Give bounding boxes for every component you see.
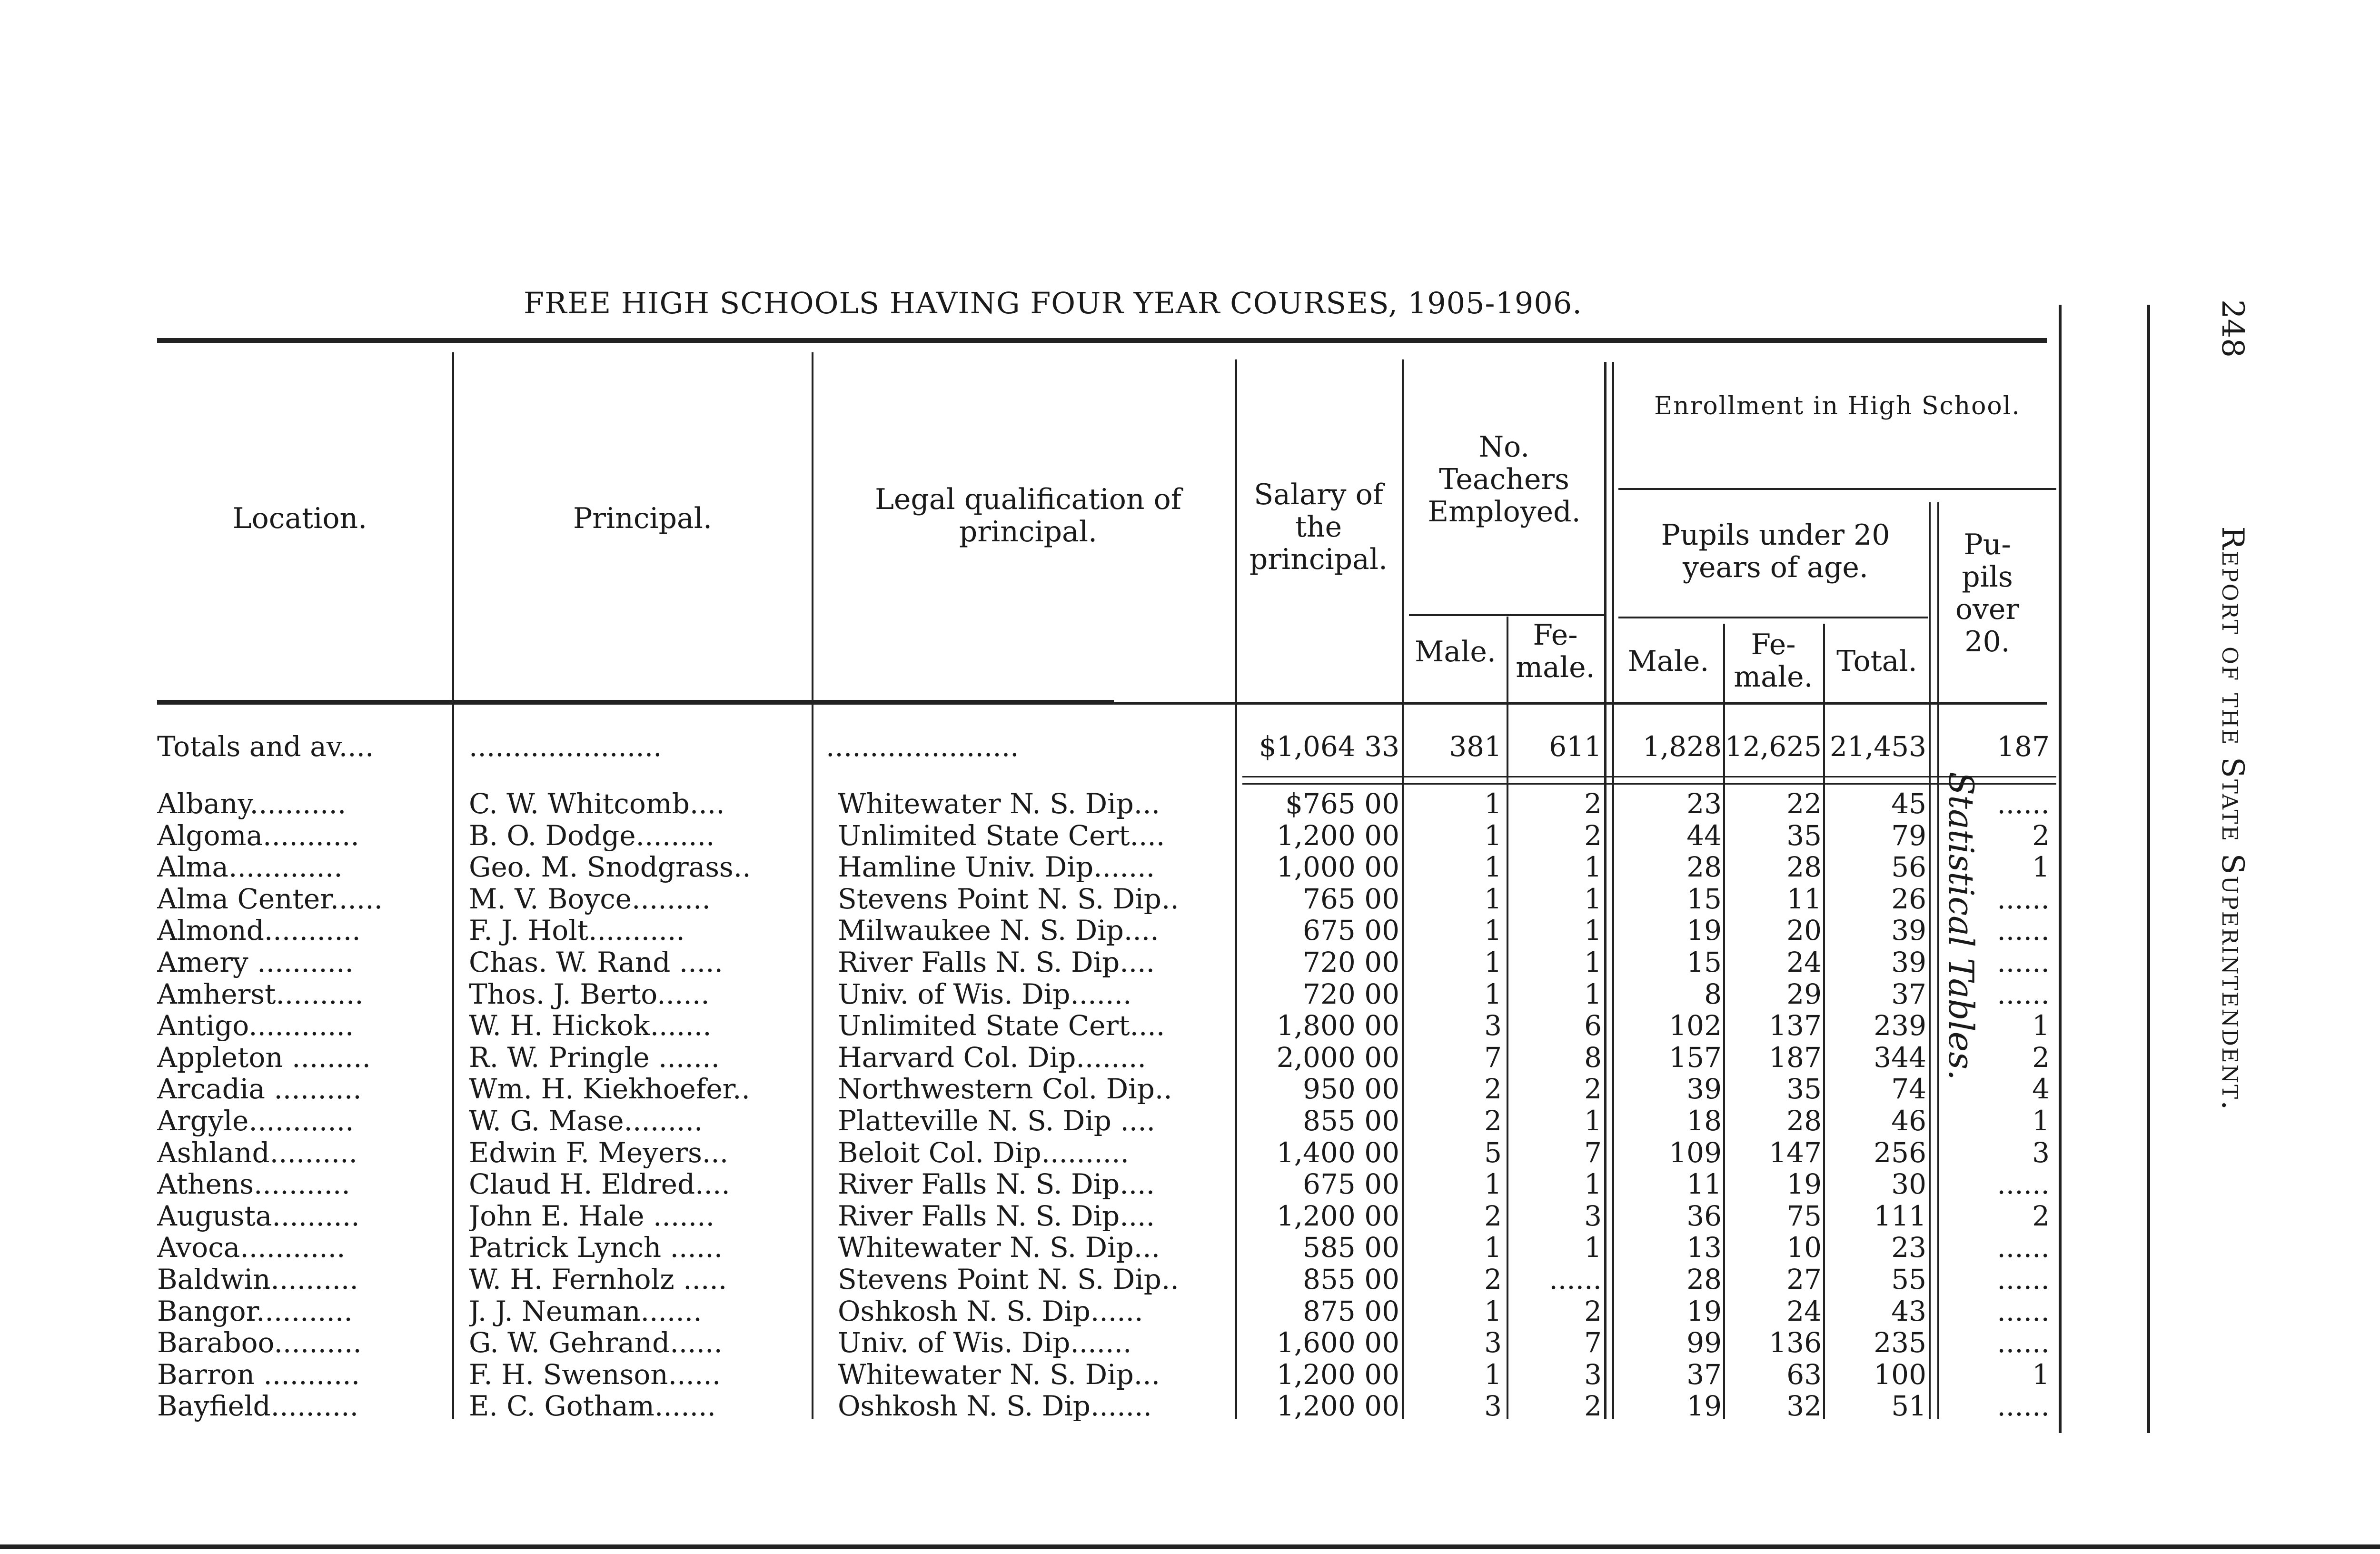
cell-location: Almond........... [157,915,361,946]
cell-salary: 675 00 [1303,1168,1399,1200]
cell-qualification: Unlimited State Cert.... [838,819,1165,851]
cell-pupils-male: 39 [1686,1073,1722,1105]
cell-teachers-female: 1 [1584,1232,1602,1264]
cell-salary: 2,000 00 [1276,1041,1399,1073]
cell-qualification: River Falls N. S. Dip.... [838,1168,1155,1200]
header-rule [157,700,1114,702]
table-row [0,1168,2094,1200]
totals-row [0,731,2094,762]
cell-pupils-total: 46 [1891,1105,1926,1136]
cell-qualification: Whitewater N. S. Dip... [838,1232,1160,1264]
cell-location: Augusta.......... [157,1200,360,1232]
cell-teachers-male: 1 [1484,883,1502,915]
cell-pupils-female: 63 [1786,1358,1822,1390]
cell-pupils-female: 27 [1786,1264,1822,1295]
cell-location: Argyle............ [157,1105,354,1136]
cell-teachers-female: 1 [1584,946,1602,978]
cell-over-20: 1 [2032,851,2050,883]
totals-salary: $1,064 33 [1259,731,1399,762]
cell-teachers-male: 1 [1484,819,1502,851]
cell-pupils-female: 29 [1786,978,1822,1010]
cell-principal: F. J. Holt........... [469,915,685,946]
totals-principal: ...................... [469,731,662,762]
section-heading: Statistical Tables. [1941,771,1981,1081]
header-pupils-under-20: Pupils under 20 years of age. [1661,518,1890,584]
cell-pupils-female: 20 [1786,915,1822,946]
table-title: FREE HIGH SCHOOLS HAVING FOUR YEAR COURSES, 1905-1906. [524,286,1582,320]
cell-pupils-female: 19 [1786,1168,1822,1200]
cell-location: Athens........... [157,1168,350,1200]
header-pupils-total: Total. [1836,645,1917,678]
cell-pupils-male: 23 [1686,788,1722,819]
page-number: 248 [2215,299,2250,358]
header-qualification: Legal qualification of principal. [875,483,1181,548]
cell-pupils-total: 56 [1891,851,1926,883]
table-row [0,1295,2094,1327]
cell-pupils-total: 55 [1891,1264,1926,1295]
cell-salary: 585 00 [1303,1232,1399,1264]
cell-principal: E. C. Gotham....... [469,1390,716,1422]
cell-qualification: Stevens Point N. S. Dip.. [838,1264,1179,1295]
totals-pupils-male: 1,828 [1642,731,1722,762]
cell-pupils-female: 136 [1769,1327,1822,1359]
table-row [0,883,2094,915]
totals-over-20: 187 [1997,731,2050,762]
cell-pupils-male: 15 [1686,883,1722,915]
cell-over-20: 2 [2032,1200,2050,1232]
cell-pupils-female: 22 [1786,788,1822,819]
totals-rule [1242,783,2056,785]
cell-location: Amherst.......... [157,978,364,1010]
table-row [0,1137,2094,1168]
header-teachers-male: Male. [1415,635,1496,668]
header-pupils-female: Fe-male. [1734,628,1813,694]
cell-over-20: 4 [2032,1073,2050,1105]
cell-qualification: Whitewater N. S. Dip... [838,1358,1160,1390]
cell-teachers-female: 2 [1584,819,1602,851]
cell-over-20: ...... [1997,883,2050,915]
cell-location: Baldwin.......... [157,1264,358,1295]
cell-location: Barron ........... [157,1358,360,1390]
cell-pupils-female: 10 [1786,1232,1822,1264]
cell-salary: 720 00 [1303,978,1399,1010]
cell-over-20: ...... [1997,915,2050,946]
table-row [0,946,2094,978]
header-bottom-rule [157,702,2047,705]
cell-pupils-female: 11 [1786,883,1822,915]
cell-teachers-female: 2 [1584,1390,1602,1422]
cell-teachers-female: 1 [1584,1105,1602,1136]
table-row [0,1327,2094,1358]
cell-salary: 855 00 [1303,1264,1399,1295]
cell-teachers-female: 7 [1584,1327,1602,1359]
cell-principal: R. W. Pringle ....... [469,1041,720,1073]
cell-location: Avoca............ [157,1232,346,1264]
cell-salary: 675 00 [1303,915,1399,946]
cell-teachers-female: 1 [1584,851,1602,883]
cell-principal: M. V. Boyce......... [469,883,711,915]
cell-pupils-male: 37 [1686,1358,1722,1390]
cell-salary: 875 00 [1303,1295,1399,1327]
cell-pupils-total: 74 [1891,1073,1926,1105]
teachers-sub-rule [1409,614,1604,616]
cell-over-20: ...... [1997,788,2050,819]
header-salary: Salary of the principal. [1249,478,1388,576]
cell-pupils-total: 26 [1891,883,1926,915]
cell-location: Ashland.......... [157,1136,357,1168]
cell-teachers-female: 1 [1584,915,1602,946]
cell-teachers-male: 5 [1484,1136,1502,1168]
cell-over-20: 1 [2032,1105,2050,1136]
pupils-sub-rule [1618,617,1928,618]
cell-pupils-total: 37 [1891,978,1926,1010]
cell-pupils-total: 79 [1891,819,1926,851]
table-row [0,1042,2094,1073]
cell-teachers-female: 8 [1584,1041,1602,1073]
cell-pupils-total: 39 [1891,946,1926,978]
totals-teachers-female: 611 [1549,731,1602,762]
cell-pupils-total: 43 [1891,1295,1926,1327]
cell-pupils-male: 11 [1686,1168,1722,1200]
table-row [0,978,2094,1010]
cell-teachers-female: 2 [1584,1073,1602,1105]
cell-location: Arcadia .......... [157,1073,362,1105]
cell-pupils-total: 23 [1891,1232,1926,1264]
cell-pupils-female: 187 [1769,1041,1822,1073]
cell-pupils-total: 100 [1874,1358,1926,1390]
header-teachers-female: Fe-male. [1516,618,1595,684]
table-row [0,1073,2094,1105]
cell-over-20: ...... [1997,1264,2050,1295]
cell-pupils-female: 35 [1786,819,1822,851]
cell-teachers-female: 1 [1584,1168,1602,1200]
cell-pupils-total: 239 [1874,1010,1926,1042]
cell-pupils-female: 147 [1769,1136,1822,1168]
table-row [0,1359,2094,1390]
cell-pupils-male: 157 [1669,1041,1722,1073]
cell-pupils-total: 344 [1874,1041,1926,1073]
cell-qualification: Oshkosh N. S. Dip....... [838,1390,1152,1422]
cell-pupils-male: 28 [1686,1264,1722,1295]
cell-pupils-male: 109 [1669,1136,1722,1168]
table-row [0,915,2094,946]
cell-pupils-total: 45 [1891,788,1926,819]
cell-pupils-female: 75 [1786,1200,1822,1232]
cell-principal: B. O. Dodge......... [469,819,715,851]
cell-salary: 720 00 [1303,946,1399,978]
table-row [0,851,2094,883]
table-row [0,1200,2094,1232]
cell-teachers-male: 3 [1484,1327,1502,1359]
header-pupils-male: Male. [1627,645,1709,678]
header-enrollment: Enrollment in High School. [1654,392,2021,420]
cell-principal: W. H. Fernholz ..... [469,1264,727,1295]
cell-salary: 1,200 00 [1276,819,1399,851]
cell-teachers-male: 1 [1484,915,1502,946]
cell-location: Bayfield.......... [157,1390,359,1422]
cell-location: Amery ........... [157,946,354,978]
cell-qualification: Oshkosh N. S. Dip...... [838,1295,1143,1327]
cell-pupils-male: 36 [1686,1200,1722,1232]
cell-principal: J. J. Neuman....... [469,1295,702,1327]
cell-location: Appleton ......... [157,1041,371,1073]
cell-principal: Patrick Lynch ...... [469,1232,723,1264]
cell-salary: 1,200 00 [1276,1390,1399,1422]
cell-over-20: 2 [2032,1041,2050,1073]
cell-teachers-female: 7 [1584,1136,1602,1168]
cell-salary: $765 00 [1285,788,1399,819]
table-row [0,1232,2094,1263]
cell-over-20: ...... [1997,1295,2050,1327]
cell-qualification: Unlimited State Cert.... [838,1010,1165,1042]
cell-qualification: River Falls N. S. Dip.... [838,1200,1155,1232]
totals-rule [1242,776,2056,777]
cell-teachers-female: 6 [1584,1010,1602,1042]
cell-qualification: Beloit Col. Dip.......... [838,1136,1129,1168]
cell-qualification: Platteville N. S. Dip .... [838,1105,1156,1136]
cell-principal: G. W. Gehrand...... [469,1327,723,1359]
cell-qualification: Univ. of Wis. Dip....... [838,1327,1132,1359]
cell-location: Baraboo.......... [157,1327,362,1359]
cell-pupils-female: 32 [1786,1390,1822,1422]
cell-salary: 950 00 [1303,1073,1399,1105]
cell-over-20: ...... [1997,946,2050,978]
running-head: Report of the State Superintendent. [2215,526,2250,1112]
cell-teachers-male: 1 [1484,1168,1502,1200]
cell-pupils-male: 13 [1686,1232,1722,1264]
cell-location: Antigo............ [157,1010,354,1042]
cell-qualification: Univ. of Wis. Dip....... [838,978,1132,1010]
cell-principal: Chas. W. Rand ..... [469,946,723,978]
cell-qualification: Harvard Col. Dip........ [838,1041,1146,1073]
cell-teachers-male: 2 [1484,1200,1502,1232]
top-rule [157,338,2047,343]
cell-pupils-male: 8 [1704,978,1722,1010]
cell-salary: 1,600 00 [1276,1327,1399,1359]
cell-teachers-male: 1 [1484,978,1502,1010]
cell-location: Bangor........... [157,1295,353,1327]
cell-over-20: 2 [2032,819,2050,851]
cell-pupils-male: 15 [1686,946,1722,978]
cell-teachers-male: 1 [1484,1232,1502,1264]
cell-over-20: 3 [2032,1136,2050,1168]
cell-teachers-male: 1 [1484,946,1502,978]
cell-qualification: Stevens Point N. S. Dip.. [838,883,1179,915]
cell-pupils-female: 28 [1786,851,1822,883]
cell-over-20: 1 [2032,1010,2050,1042]
cell-location: Albany........... [157,788,347,819]
cell-principal: Geo. M. Snodgrass.. [469,851,751,883]
cell-principal: W. H. Hickok....... [469,1010,712,1042]
table-row [0,820,2094,851]
cell-qualification: Whitewater N. S. Dip... [838,788,1160,819]
cell-qualification: Milwaukee N. S. Dip.... [838,915,1159,946]
cell-teachers-female: 3 [1584,1200,1602,1232]
table-row [0,1105,2094,1136]
table-row [0,788,2094,819]
cell-over-20: ...... [1997,978,2050,1010]
cell-principal: C. W. Whitcomb.... [469,788,725,819]
cell-salary: 765 00 [1303,883,1399,915]
cell-qualification: River Falls N. S. Dip.... [838,946,1155,978]
cell-pupils-male: 19 [1686,1295,1722,1327]
cell-qualification: Northwestern Col. Dip.. [838,1073,1172,1105]
cell-pupils-female: 137 [1769,1010,1822,1042]
cell-teachers-male: 2 [1484,1105,1502,1136]
cell-teachers-male: 1 [1484,1358,1502,1390]
cell-principal: W. G. Mase......... [469,1105,703,1136]
cell-salary: 1,800 00 [1276,1010,1399,1042]
cell-teachers-female: ...... [1549,1264,1602,1295]
cell-pupils-female: 28 [1786,1105,1822,1136]
cell-pupils-male: 99 [1686,1327,1722,1359]
cell-pupils-total: 39 [1891,915,1926,946]
cell-qualification: Hamline Univ. Dip....... [838,851,1155,883]
cell-principal: Edwin F. Meyers... [469,1136,729,1168]
cell-principal: Claud H. Eldred.... [469,1168,730,1200]
cell-pupils-male: 18 [1686,1105,1722,1136]
cell-salary: 1,000 00 [1276,851,1399,883]
cell-location: Algoma........... [157,819,359,851]
cell-teachers-male: 1 [1484,788,1502,819]
cell-teachers-male: 3 [1484,1390,1502,1422]
cell-salary: 855 00 [1303,1105,1399,1136]
cell-pupils-female: 24 [1786,946,1822,978]
cell-pupils-female: 35 [1786,1073,1822,1105]
cell-teachers-female: 2 [1584,1295,1602,1327]
totals-teachers-male: 381 [1449,731,1502,762]
cell-pupils-male: 102 [1669,1010,1722,1042]
cell-salary: 1,200 00 [1276,1200,1399,1232]
cell-pupils-male: 28 [1686,851,1722,883]
cell-pupils-total: 235 [1874,1327,1926,1359]
cell-teachers-male: 7 [1484,1041,1502,1073]
cell-pupils-male: 44 [1686,819,1722,851]
header-principal: Principal. [573,502,713,535]
cell-teachers-female: 1 [1584,883,1602,915]
cell-teachers-male: 2 [1484,1073,1502,1105]
cell-teachers-male: 1 [1484,1295,1502,1327]
cell-pupils-male: 19 [1686,915,1722,946]
cell-location: Alma Center...... [157,883,383,915]
cell-principal: F. H. Swenson...... [469,1358,721,1390]
cell-pupils-total: 256 [1874,1136,1926,1168]
cell-teachers-female: 2 [1584,788,1602,819]
header-pupils-over-20: Pu-pils over 20. [1955,528,2020,658]
cell-pupils-total: 111 [1874,1200,1926,1232]
cell-teachers-male: 3 [1484,1010,1502,1042]
cell-salary: 1,400 00 [1276,1136,1399,1168]
table-row [0,1390,2094,1422]
cell-teachers-female: 3 [1584,1358,1602,1390]
cell-over-20: ...... [1997,1232,2050,1264]
cell-pupils-male: 19 [1686,1390,1722,1422]
totals-pupils-total: 21,453 [1830,731,1926,762]
table-row [0,1264,2094,1295]
cell-pupils-total: 30 [1891,1168,1926,1200]
cell-teachers-female: 1 [1584,978,1602,1010]
cell-teachers-male: 1 [1484,851,1502,883]
header-location: Location. [232,502,367,535]
cell-over-20: ...... [1997,1390,2050,1422]
cell-pupils-total: 51 [1891,1390,1926,1422]
bottom-page-rule [0,1544,2380,1549]
cell-location: Alma............. [157,851,343,883]
cell-principal: Thos. J. Berto...... [469,978,710,1010]
cell-pupils-female: 24 [1786,1295,1822,1327]
cell-over-20: 1 [2032,1358,2050,1390]
totals-label: Totals and av.... [157,731,374,762]
outer-frame-rule [2147,305,2150,1433]
enrollment-sub-rule [1618,488,2056,490]
cell-over-20: ...... [1997,1168,2050,1200]
totals-qualification: ...................... [826,731,1019,762]
cell-principal: John E. Hale ....... [469,1200,715,1232]
cell-teachers-male: 2 [1484,1264,1502,1295]
totals-pupils-female: 12,625 [1725,731,1822,762]
table-row [0,1010,2094,1041]
cell-salary: 1,200 00 [1276,1358,1399,1390]
header-teachers: No. Teachers Employed. [1428,430,1581,528]
cell-over-20: ...... [1997,1327,2050,1359]
cell-principal: Wm. H. Kiekhoefer.. [469,1073,750,1105]
